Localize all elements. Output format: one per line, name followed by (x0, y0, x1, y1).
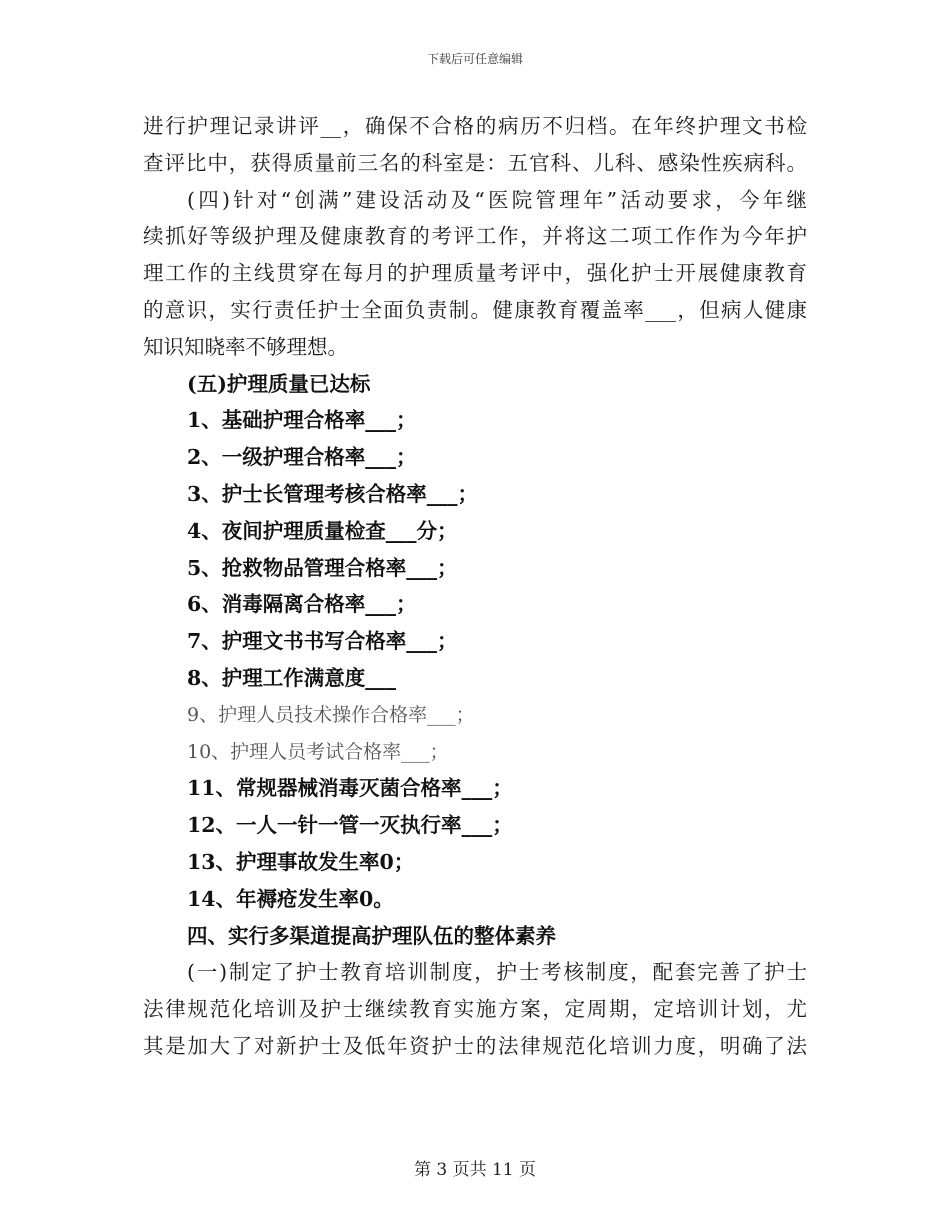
list-item: 14、年褥疮发生率0。 (187, 886, 394, 911)
paragraph-line: 理工作的主线贯穿在每月的护理质量考评中，强化护士开展健康教育 (143, 261, 807, 286)
list-item: 8、护理工作满意度___ (187, 665, 397, 690)
paragraph-line: 的意识，实行责任护士全面负责制。健康教育覆盖率___，但病人健康 (143, 297, 807, 322)
paragraph-line: 其是加大了对新护士及低年资护士的法律规范化培训力度，明确了法 (143, 1033, 807, 1058)
list-item: 4、夜间护理质量检查___分； (187, 518, 458, 543)
document-body (143, 108, 807, 1065)
list-item: 9、护理人员技术操作合格率___； (187, 703, 475, 726)
list-item: 1、基础护理合格率___； (187, 408, 417, 433)
list-item: 13、护理事故发生率0； (187, 849, 415, 874)
paragraph-line: 续抓好等级护理及健康教育的考评工作，并将这二项工作作为今年护 (143, 224, 807, 249)
list-item: 2、一级护理合格率___； (187, 445, 417, 470)
paragraph-line: 查评比中，获得质量前三名的科室是：五官科、儿科、感染性疾病科。 (143, 150, 807, 175)
page-footer: 第 3 页共 11 页 (413, 1160, 537, 1180)
section-heading: (五)护理质量已达标 (187, 371, 371, 396)
paragraph-line: (四)针对“创满”建设活动及“医院管理年”活动要求，今年继 (187, 187, 807, 212)
paragraph-line: (一)制定了护士教育培训制度，护士考核制度，配套完善了护士 (187, 960, 807, 985)
list-item: 10、护理人员考试合格率___； (187, 740, 449, 763)
paragraph-line: 法律规范化培训及护士继续教育实施方案，定周期，定培训计划，尤 (143, 997, 807, 1022)
list-item: 3、护士长管理考核合格率___； (187, 481, 479, 506)
list-item: 12、一人一针一管一灭执行率___； (187, 813, 513, 838)
list-item: 5、抢救物品管理合格率___； (187, 555, 458, 580)
paragraph-line: 知识知晓率不够理想。 (143, 334, 348, 359)
paragraph-line: 进行护理记录讲评__，确保不合格的病历不归档。在年终护理文书检 (143, 114, 807, 138)
section-heading: 四、实行多渠道提高护理队伍的整体素养 (187, 923, 556, 948)
list-item: 7、护理文书书写合格率___； (187, 629, 458, 654)
page-header: 下载后可任意编辑 (426, 52, 523, 66)
list-item: 11、常规器械消毒灭菌合格率___； (187, 776, 513, 801)
list-item: 6、消毒隔离合格率___； (187, 592, 417, 617)
